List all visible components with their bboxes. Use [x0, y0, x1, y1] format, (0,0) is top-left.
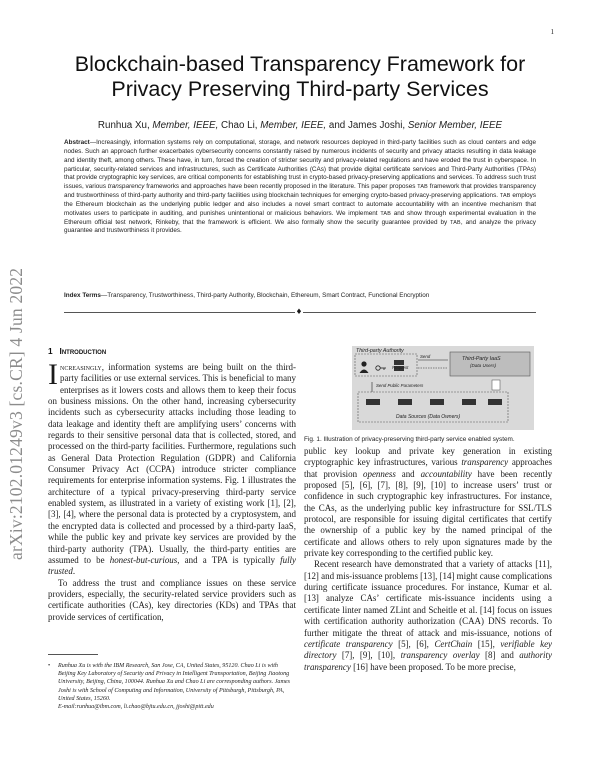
data-sources-label: Data Sources (Data Owners): [396, 414, 461, 420]
abstract-tab-3: TAB: [380, 210, 391, 217]
author-3-role: Senior Member, IEEE: [407, 120, 503, 131]
author-2-name: Chao Li,: [221, 120, 258, 131]
right-transparency-overlay: transparency overlay: [400, 650, 480, 661]
right-column: [304, 446, 552, 673]
iaas-label: Third-Party IaaS: [462, 356, 501, 362]
page-number: 1: [550, 28, 554, 36]
author-3-name: and James Joshi,: [328, 120, 406, 131]
request-label: Request: [392, 365, 409, 370]
index-terms-label: Index Terms: [64, 292, 101, 299]
author-1-role: Member, IEEE,: [152, 120, 219, 131]
paper-title: [48, 52, 552, 102]
title-line-1: Blockchain-based Transparency Framework for: [74, 52, 526, 76]
right-transparency: transparency: [461, 457, 509, 468]
tpa-label: Third-party Authority: [356, 348, 404, 354]
author-footnote: [48, 662, 296, 711]
left-column: [48, 358, 297, 623]
intro-text-1: , information systems are being built on the third-party facilities or use external services. This is beneficial to many enterprises as it lowers costs and allows them to keep their focus on business missions. On the other hand, increasing cybersecurity incidents such as cybersecurity attacks including those leading to data leakage and identity theft are amplifying users’ concerns with regards to their sensitive personal data that is collected, stored, and processed on the third-party facilities. Furthermore, regulations such as General Data Protection Regulation (GDPR) and California Consumer Privacy Act (CCPA) introduce stricter compliance requirements for enterprise information systems. Fig. 1 illustrates the architecture of a typical privacy-preserving third-party service enabled system, as illustrated in a variety of existing work [1], [2], [3], [4], where the personal data is protected by a cryptosystem, and the encrypted data is collected and processed by a third-party IaaS, while the public key and private key services are provided by the third-party authority (TPA). Usually, the third-party entities are assumed to be: [48, 362, 296, 565]
right-authority-transparency: authority transparency: [304, 650, 552, 672]
arxiv-watermark: arXiv:2102.01249v3 [cs.CR] 4 Jun 2022: [6, 267, 26, 560]
abstract-transparency: transparency: [107, 183, 145, 191]
right-text-1b: approaches that provision: [304, 457, 553, 479]
right-text-1a: public key lookup and private key generation in existing cryptographic key infrastructures, various: [304, 446, 552, 468]
drop-cap: I: [48, 358, 58, 391]
footnote-text: Runhua Xu is with the IBM Research, San Jose, CA, United States, 95120. Chao Li is with Beijing Key Laboratory of Security and Privacy in Intelligent Transportation, Beijing Jiaotong University, Beijing, China, 100044. Runhua Xu and Chao Li are corresponding authors. James Joshi is with School of Computing and Information, University of Pittsburgh, Pittsburgh, PA, United States, 15260.: [58, 663, 290, 702]
figure-1-caption: Fig. 1. Illustration of privacy-preserving third-party service enabled system.: [304, 436, 515, 443]
intro-paragraph-1: [48, 358, 297, 578]
right-paragraph-1: [304, 446, 552, 559]
author-1-name: Runhua Xu,: [97, 120, 150, 131]
section-number: 1: [48, 346, 53, 356]
figure-1-diagram: [352, 346, 534, 430]
right-and: and: [401, 468, 415, 479]
abstract: [64, 139, 536, 236]
right-openness: openness: [363, 468, 396, 479]
abstract-text-6: , and analyze the privacy guarantee and trustworthiness it provides.: [64, 218, 536, 235]
intro-lead: ncreasingly: [60, 362, 102, 372]
right-text-2a: Recent research have demonstrated that a variety of attacks [11], [12] and mis-issuance problems [13], [14] might cause complications during certificate issuance procedures. For instance, Kumar et al. [13] analyze CAs’ certificate mis-issuance incidents using a certificate linter named ZLint and Scheitle et al. [14] focus on issues with certification authority authorization (CAA) DNS records. To further mitigate the threat of attack and mis-issuance, notions of: [304, 559, 552, 638]
right-text-2c: [15],: [477, 638, 495, 649]
author-2-role: Member, IEEE,: [260, 120, 327, 131]
right-text-2d: [7], [9], [10],: [341, 650, 396, 661]
document-icon: [492, 380, 500, 390]
footnote-rule: [48, 654, 98, 655]
right-accountability: accountability: [420, 468, 472, 479]
index-terms-text: —Transparency, Trustworthiness, Third-party Authority, Blockchain, Ethereum, Smart Contract, Functional Encryption: [100, 292, 430, 299]
right-certificate-transparency: certificate transparency: [304, 638, 393, 649]
send-label: Send: [420, 354, 431, 359]
abstract-tab-4: TAB: [450, 219, 461, 226]
abstract-text-1: —Increasingly, information systems rely on computational, storage, and network resources deployed in third-party facilities such as cloud centers and edge nodes. Such an approach further exacerbates cybersecurity concerns constantly raised by numerous incidents of security and privacy attacks resulting in data leakage and identity theft, among others. These have, in turn, forced the creation of stricter security and privacy-related regulations and have eroded the trust in cyberspace. In particular, security-related services and infrastructures, such as Certificate Authorities (CAs) that provide digital certificate services and Third-Party Authorities (TPAs) that provide cryptographic key services, are critical components for establishing trust in crypto-based privacy-preserving applications and services. To address such trust issues, various: [64, 139, 537, 191]
title-line-2: Privacy Preserving Third-party Services: [111, 77, 489, 101]
right-text-1c: have been recently proposed [5], [6], [7], [8], [9], [10] to increase users’ trust or confidence in such cryptographic key infrastructures. For instance, the CAs, as the underlying public key infrastructure for SSL/TLS protocol, are responsible for issuing digital certificates that certify the ownership of a public key by the named principal of the certificate and allows others to rely upon signatures made by the private key corresponding to the certified public key.: [304, 468, 553, 559]
right-paragraph-2: [304, 559, 552, 672]
intro-paragraph-2: To address the trust and compliance issues on these service providers, especially, the security-related service providers such as certificate authorities (CAs), key directories (KDs) and TPAs that provide services of certification,: [48, 577, 296, 622]
index-terms: [64, 292, 536, 301]
intro-hbc: honest-but-curious: [109, 554, 178, 565]
section-title: Introduction: [59, 346, 107, 356]
intro-text-2: , and a TPA is typically: [177, 554, 275, 565]
right-text-2b: [5], [6],: [398, 638, 429, 649]
section-heading: [48, 346, 106, 356]
intro-text-3: .: [72, 566, 76, 577]
abstract-text-3: framework that provides transparency and trustworthiness of third-party authority and third-party facilities using blockchain techniques for emerging crypto-based privacy-preserving applications.: [64, 183, 536, 200]
author-list: [48, 120, 552, 131]
abstract-text-2: frameworks and approaches have been recently proposed in the literature. This paper proposes: [146, 183, 416, 191]
public-params-label: Send Public Parameters: [376, 383, 424, 388]
right-certchain: CertChain: [434, 638, 473, 649]
abstract-label: Abstract: [64, 139, 90, 146]
divider-diamond-icon: ♦: [295, 307, 303, 316]
footnote-email: E-mail:runhua@ibm.com, li.chao@bjtu.edu.cn, jjoshi@pitt.edu: [58, 704, 214, 711]
abstract-text-5: and show through experimental evaluation in the Ethereum official test network, Rinkeby, that the framework is efficient. We also formally show the security guarantee provided by: [64, 209, 537, 226]
iaas-sublabel: (Data Users): [470, 363, 497, 368]
abstract-text-4: employs the Ethereum blockchain as the underlying public ledger and also includes a novel smart contract to automate accountability with an incentive mechanism that motivates users to participate in auditing, and punishes unintentional or malicious behaviors. We implement: [64, 192, 537, 217]
right-text-2f: [16] have been proposed. To be more precise,: [353, 661, 516, 672]
right-vkd: verifiable key directory: [304, 638, 553, 661]
right-text-2e: [8] and: [485, 650, 514, 661]
abstract-tab-1: TAB: [417, 184, 428, 191]
intro-fully-trusted: fully trusted: [48, 554, 297, 577]
abstract-tab-2: TAB: [499, 193, 511, 200]
footnote-bullet: •: [48, 663, 51, 669]
